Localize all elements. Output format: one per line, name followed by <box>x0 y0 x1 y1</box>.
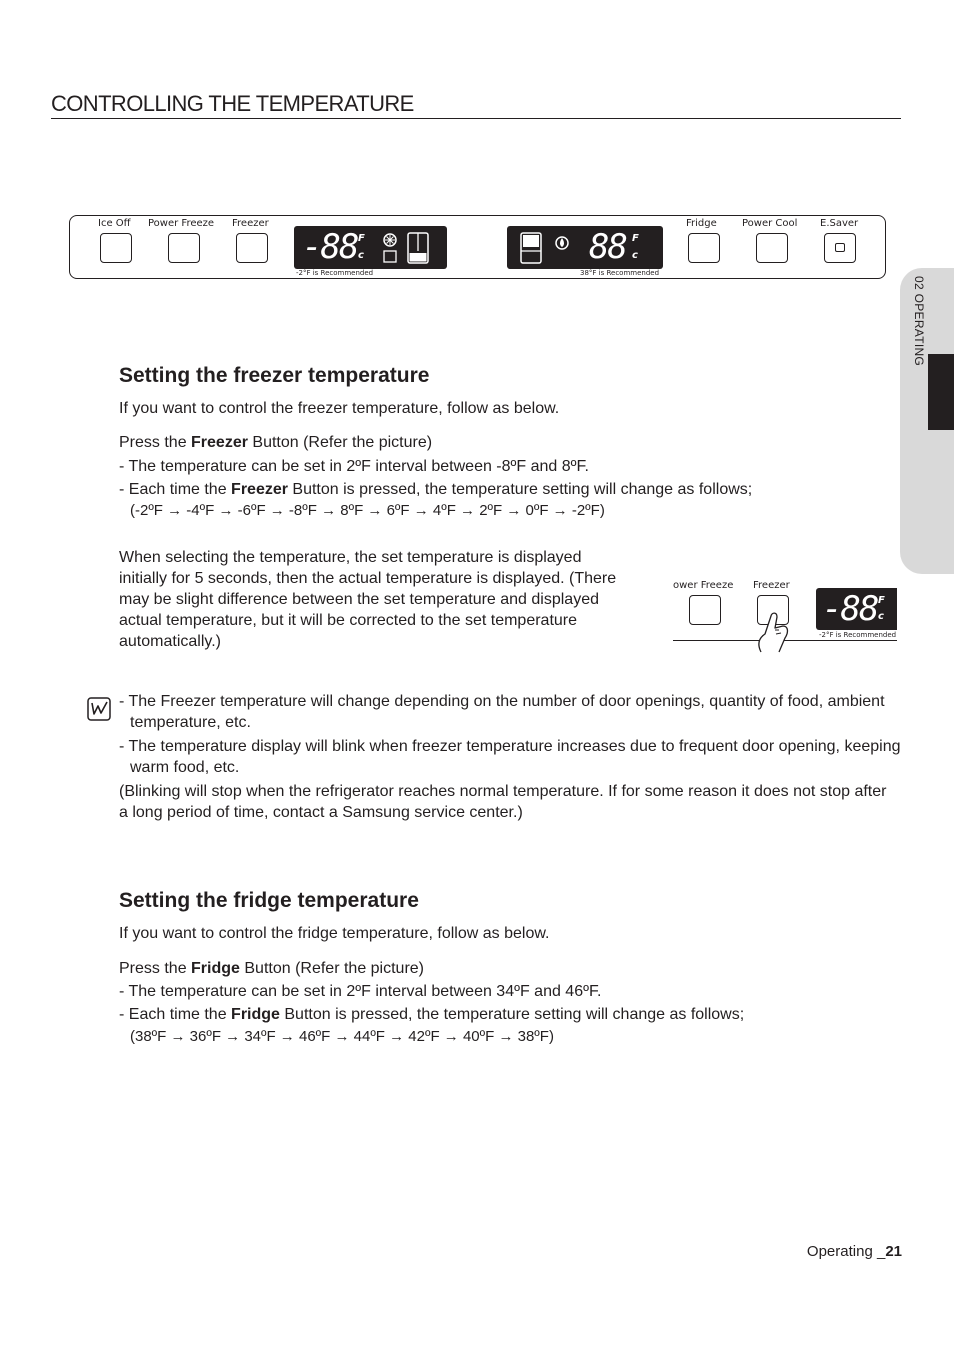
page-title: CONTROLLING THE TEMPERATURE <box>51 90 901 119</box>
freezer-intro: If you want to control the freezer temperature, follow as below. <box>119 400 560 417</box>
freezer-display <box>816 588 897 630</box>
freezer-press-instruction <box>119 432 879 453</box>
ice-off-button <box>100 233 132 263</box>
fridge-section-heading: Setting the fridge temperature <box>119 889 419 912</box>
press-prefix: Press the <box>119 434 192 451</box>
pressing-hand-icon <box>755 608 791 654</box>
freezer-button <box>236 233 268 263</box>
power-freeze-label: ower Freeze <box>673 580 734 591</box>
freezer-display <box>294 226 447 269</box>
freezer-button-name: Freezer <box>191 434 248 451</box>
note-item-1: - The Freezer temperature will change depending on the number of door openings, quantity of food, ambient temperature, etc. <box>119 693 885 731</box>
press-suffix: Button (Refer the picture) <box>247 434 433 451</box>
fridge-press-instruction <box>119 958 879 979</box>
freezer-sequence-bullet <box>119 479 900 500</box>
bullet-suffix: Button is pressed, the temperature setting will change as follows; <box>287 481 753 498</box>
celsius-unit: c <box>878 611 884 622</box>
page-number: 21 <box>885 1243 902 1260</box>
chapter-tab-marker <box>928 354 954 430</box>
note-icon <box>87 697 111 721</box>
bullet-prefix: - Each time the <box>119 481 232 498</box>
fridge-sequence: (38ºF → 36ºF → 34ºF → 46ºF → 44ºF → 42ºF → 40ºF → 38ºF) <box>130 1028 554 1045</box>
fridge-sequence-bullet <box>119 1004 900 1025</box>
freezer-mini-panel-illustration <box>673 578 897 654</box>
e-saver-label: E.Saver <box>820 218 859 229</box>
celsius-unit: c <box>632 250 638 261</box>
freezer-label: Freezer <box>753 580 790 591</box>
fahrenheit-unit: F <box>358 233 365 244</box>
freezer-recommended-text: -2°F is Recommended <box>819 631 897 639</box>
control-panel-illustration <box>69 215 886 279</box>
fridge-recommended-text: 38°F is Recommended <box>580 269 660 277</box>
fridge-button <box>688 233 720 263</box>
bullet-suffix: Button is pressed, the temperature setting will change as follows; <box>279 1006 745 1023</box>
freezer-display-digits: -88 <box>302 227 358 267</box>
press-suffix: Button (Refer the picture) <box>239 960 425 977</box>
fridge-display-digits: 88 <box>589 227 626 267</box>
note-item-3: (Blinking will stop when the refrigerator reaches normal temperature. If for some reason it does not stop after a long period of time, contact a Samsung service center.) <box>119 783 887 821</box>
freezer-range-bullet: - The temperature can be set in 2ºF interval between -8ºF and 8ºF. <box>119 458 589 475</box>
freezer-section-heading: Setting the freezer temperature <box>119 364 430 387</box>
footer-section: Operating _ <box>806 1243 886 1260</box>
freezer-button-name: Freezer <box>231 481 288 498</box>
power-freeze-button <box>689 595 721 625</box>
fridge-button-name: Fridge <box>191 960 240 977</box>
freezer-label: Freezer <box>232 218 269 229</box>
freezer-selecting-note: When selecting the temperature, the set temperature is displayed initially for 5 seconds, then the actual temperature is displayed. (There may be slight difference between the set temperature and displayed actual temperature, but it will be corrected to the set temperature automatically.) <box>119 549 617 650</box>
power-freeze-label: Power Freeze <box>148 218 215 229</box>
chapter-tab-label: 02 OPERATING <box>912 276 926 367</box>
fahrenheit-unit: F <box>632 233 639 244</box>
fridge-range-bullet: - The temperature can be set in 2ºF interval between 34ºF and 46ºF. <box>119 983 602 1000</box>
fridge-door-icon <box>519 231 579 265</box>
fridge-button-name: Fridge <box>231 1006 280 1023</box>
bullet-prefix: - Each time the <box>119 1006 232 1023</box>
note-item-2: - The temperature display will blink when freezer temperature increases due to frequent door opening, keeping warm food, etc. <box>119 738 901 776</box>
snowflake-icon <box>380 231 440 265</box>
press-prefix: Press the <box>119 960 192 977</box>
freezer-sequence: (-2ºF → -4ºF → -6ºF → -8ºF → 8ºF → 6ºF → 4ºF → 2ºF → 0ºF → -2ºF) <box>130 502 605 519</box>
power-cool-label: Power Cool <box>742 218 798 229</box>
e-saver-button <box>824 233 856 263</box>
power-cool-button <box>756 233 788 263</box>
e-saver-indicator-icon <box>835 243 845 252</box>
fridge-label: Fridge <box>686 218 717 229</box>
page-footer <box>760 1243 902 1260</box>
fahrenheit-unit: F <box>878 595 885 606</box>
fridge-display <box>507 226 663 269</box>
celsius-unit: c <box>358 250 364 261</box>
power-freeze-button <box>168 233 200 263</box>
ice-off-label: Ice Off <box>98 218 131 229</box>
freezer-display-digits: -88 <box>822 589 878 629</box>
freezer-recommended-text: -2°F is Recommended <box>296 269 374 277</box>
fridge-intro: If you want to control the fridge temperature, follow as below. <box>119 925 550 942</box>
